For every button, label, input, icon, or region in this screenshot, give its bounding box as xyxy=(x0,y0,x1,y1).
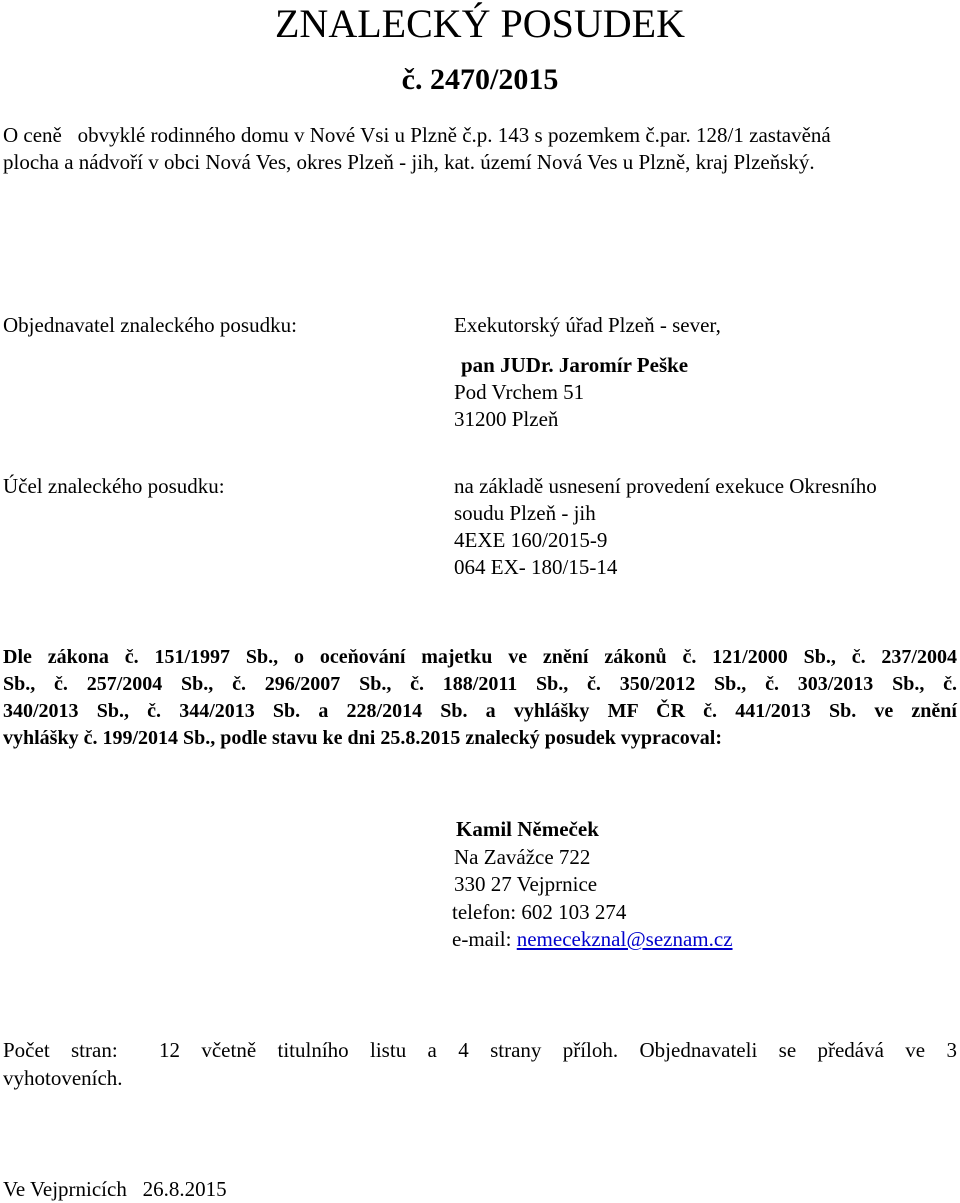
expert-email-link[interactable]: nemecekznal@seznam.cz xyxy=(516,927,733,951)
legal-basis-line-1: Dle zákona č. 151/1997 Sb., o oceňování majetku ve znění zákonů č. 121/2000 Sb., č. 237/2004 xyxy=(3,646,957,668)
page-count-word: Objednavateli xyxy=(639,1038,758,1062)
page-count-line-1 xyxy=(3,1036,957,1064)
purpose-line-1: na základě usnesení provedení exekuce Okresního xyxy=(454,474,877,498)
page-count-word: titulního xyxy=(277,1038,349,1062)
orderer-label: Objednavatel znaleckého posudku: xyxy=(3,313,297,337)
subject-line-2: plocha a nádvoří v obci Nová Ves, okres Plzeň - jih, kat. území Nová Ves u Plzně, kraj Plzeňský. xyxy=(3,150,815,174)
page-count-word: 4 xyxy=(458,1038,469,1062)
document-title: ZNALECKÝ POSUDEK xyxy=(275,1,685,46)
page-count-word: Počet xyxy=(3,1038,50,1062)
document-number: č. 2470/2015 xyxy=(401,63,559,96)
page-count-word: a xyxy=(427,1038,437,1062)
page-count-word: včetně xyxy=(201,1038,257,1062)
expert-block xyxy=(452,816,733,954)
page-count-word: stran: xyxy=(71,1038,118,1062)
subject-description xyxy=(3,122,957,176)
expert-email-label: e-mail: xyxy=(452,927,517,951)
page-count-note xyxy=(3,1036,957,1092)
subject-line-1: O ceně obvyklé rodinného domu v Nové Vsi u Plzně č.p. 143 s pozemkem č.par. 128/1 zastavěná xyxy=(3,123,831,147)
orderer-office: Exekutorský úřad Plzeň - sever, xyxy=(454,313,721,337)
page-count-word: strany xyxy=(490,1038,542,1062)
legal-basis xyxy=(3,644,957,752)
page-count-word: se xyxy=(778,1038,797,1062)
page-count-word: 12 xyxy=(159,1038,180,1062)
page-count-word: 3 xyxy=(946,1038,957,1062)
page-count-line-2: vyhotoveních. xyxy=(3,1066,123,1090)
expert-email-row xyxy=(452,926,733,954)
purpose-label: Účel znaleckého posudku: xyxy=(3,474,225,498)
legal-basis-line-3: 340/2013 Sb., č. 344/2013 Sb. a 228/2014 Sb. a vyhlášky MF ČR č. 441/2013 Sb. ve znění xyxy=(3,700,957,722)
place-and-date: Ve Vejprnicích 26.8.2015 xyxy=(3,1177,227,1201)
orderer-name: pan JUDr. Jaromír Peške xyxy=(461,353,689,377)
page-count-word: listu xyxy=(370,1038,407,1062)
orderer-city: 31200 Plzeň xyxy=(454,407,559,431)
legal-basis-line-4: vyhlášky č. 199/2014 Sb., podle stavu ke dni 25.8.2015 znalecký posudek vypracoval: xyxy=(3,727,722,749)
expert-name: Kamil Němeček xyxy=(456,817,599,841)
purpose-line-2: soudu Plzeň - jih xyxy=(454,501,596,525)
expert-phone: telefon: 602 103 274 xyxy=(452,899,627,924)
page-count-word: ve xyxy=(905,1038,926,1062)
page-count-word: předává xyxy=(817,1038,884,1062)
purpose-line-3: 4EXE 160/2015-9 xyxy=(454,528,608,552)
orderer-street: Pod Vrchem 51 xyxy=(454,380,585,404)
expert-city: 330 27 Vejprnice xyxy=(454,872,598,896)
expert-street: Na Zavážce 722 xyxy=(454,844,591,869)
legal-basis-line-2: Sb., č. 257/2004 Sb., č. 296/2007 Sb., č. 188/2011 Sb., č. 350/2012 Sb., č. 303/2013 Sb., č. xyxy=(3,673,957,695)
page-count-word: příloh. xyxy=(562,1038,619,1062)
purpose-line-4: 064 EX- 180/15-14 xyxy=(454,555,618,579)
